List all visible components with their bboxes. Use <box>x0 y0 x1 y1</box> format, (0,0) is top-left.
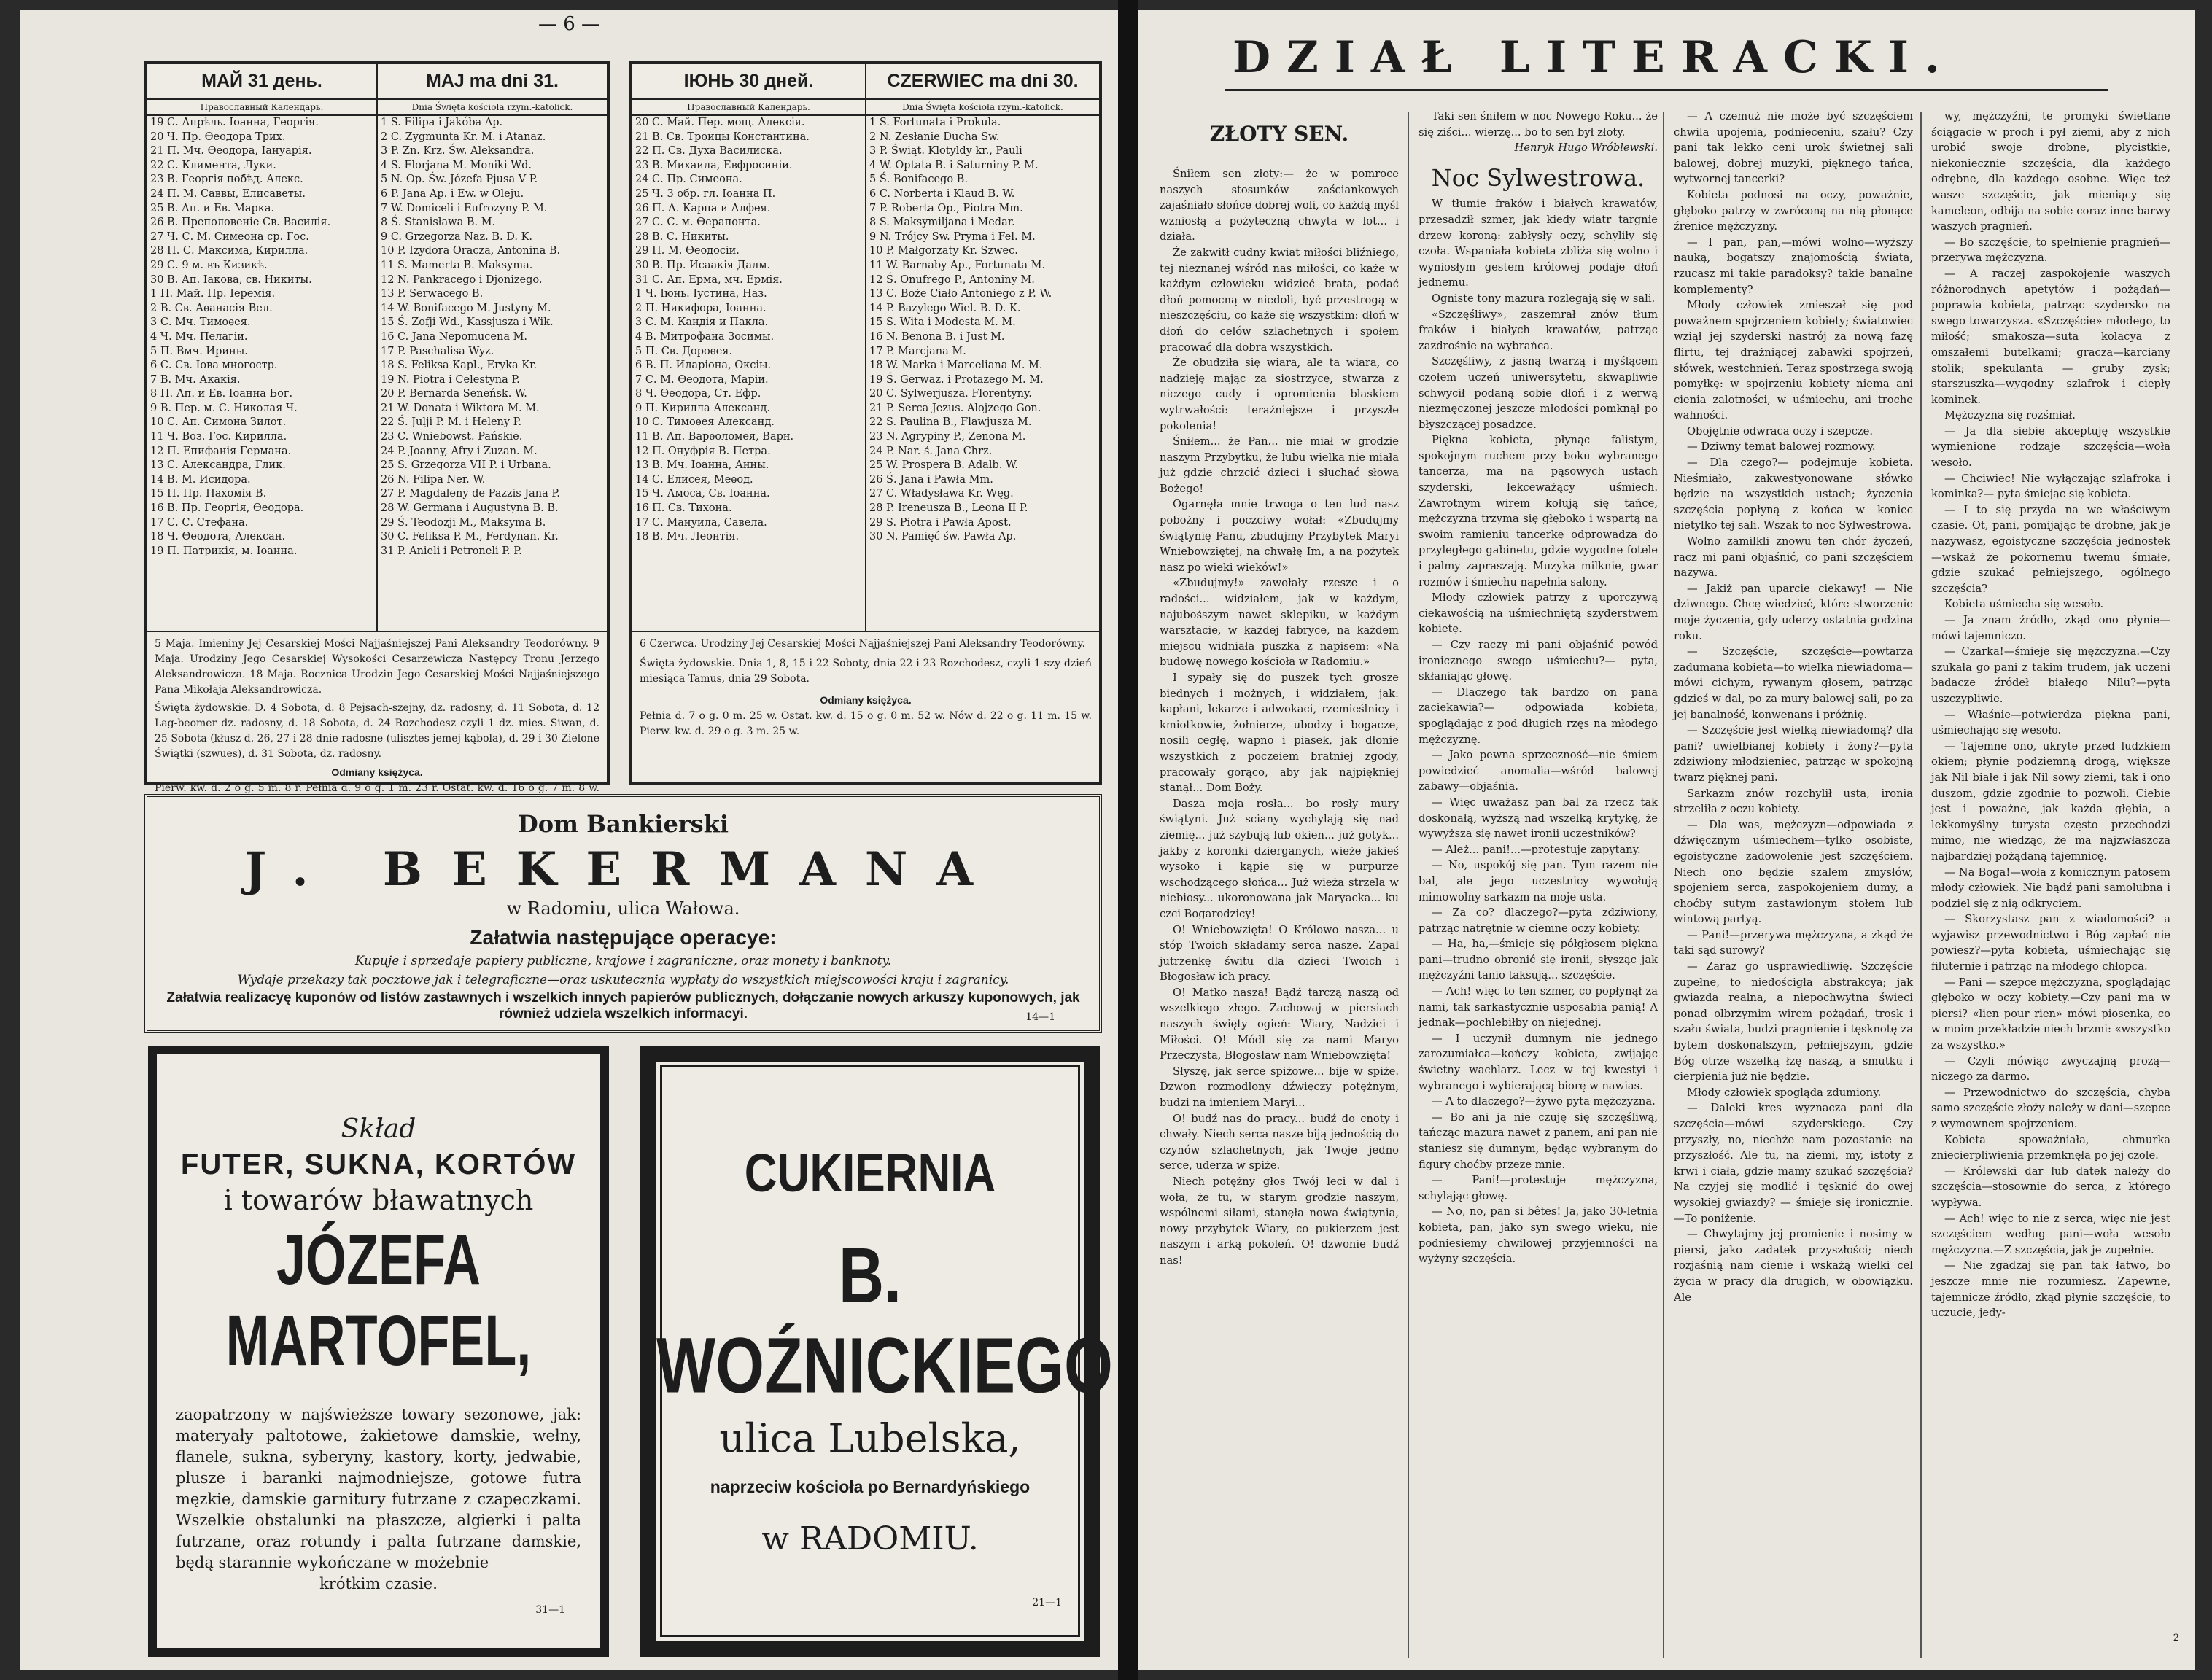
calendar-head-pl: MAJ ma dni 31. <box>426 71 559 91</box>
bank-op-3: Załatwia realizacyę kuponów od listów zastawnych i wszelkich innych papierów publicznych, dołączanie nowych arkuszy kuponowych, jak również udziela wszelkich informacyi. <box>166 990 1080 1022</box>
paragraph: «Zbudujmy!» zawołały rzesze i o radości... widziałem, jak w każdym, najubośszym nawet sklepiku, w każdym warsztacie, w każdej fabryce, na każdem miejscu widniała puszka z napisem: «Na budowę nowego kościoła w Radomiu.» <box>1160 577 1399 669</box>
story-text <box>1931 109 2170 1321</box>
paragraph: Śniłem... że Pan... nie miał w grodzie naszym Przybytku, że lubu wielka nie miała już gdzie chrzcić dzieci i słuchać słowa Bożego! <box>1160 435 1399 495</box>
paragraph: — No, no, pan si bêtes! Ja, jako 30-letnia kobieta, pan, jako syn swego wieku, nie podniesiemy chwilowej przyjemności na wyżyny szczęścia. <box>1419 1205 1658 1266</box>
paragraph: — Ależ... pani!...—protestuje zapytany. <box>1432 843 1641 856</box>
calendar-row: 29 П. М. Ѳеодосіи. <box>635 245 740 257</box>
paragraph: — Więc uważasz pan bal za rzecz tak doskonałą, wyższą nad wszelką krytykę, że wywyższa się nawet ironii uczestników? <box>1419 796 1658 841</box>
calendar-sub-pl: Dnia Święta kościoła rzym.-katolick. <box>411 102 573 112</box>
calendar-row: 11 В. Ап. Варѳоломея, Варн. <box>635 431 794 443</box>
calendar-holidays: Święta żydowskie. D. 4 Sobota, d. 8 Pejsach-szejny, dz. radosny, d. 11 Sobota, d. 12 Lag-beomer dz. radosny, d. 18 Sobota, d. 24 Rozchodesz czyli 1 dz. mies. Siwan, d. 25 Sobota (kłusz d. 26, 27 i 28 dnie radosne (ulisztes jemej kąbola), d. 29 i 30 Zielone Świątki (szwues), d. 31 Sobota, dz. radosny. <box>155 702 599 760</box>
calendar-sub-ru: Православный Календарь. <box>632 100 866 114</box>
bank-advertisement <box>144 794 1102 1033</box>
calendar-sub-pl: Dnia Święta kościoła rzym.-katolick. <box>902 102 1063 112</box>
calendar-row: 29 S. Piotra i Pawła Apost. <box>869 516 1012 529</box>
paragraph: — Czy raczy mi pani objaśnić powód ironicznego swego uśmiechu?— pyta, skłaniając głowę. <box>1419 639 1658 683</box>
calendar-row: 8 S. Maksymiljana i Medar. <box>869 217 1015 229</box>
fur-shop-advertisement <box>148 1046 609 1657</box>
ad-code: 14—1 <box>1025 1011 1055 1023</box>
moon-phases: Pierw. kw. d. 2 o g. 5 m. 8 r. Pełnia d. 9 o g. 1 m. 23 r. Ostat. kw. d. 16 o g. 7 m. 8 w. <box>155 782 599 794</box>
paragraph: — Nie zgadzaj się pan tak łatwo, bo jeszcze mnie nie rozumiesz. Zapewne, tajemnicze źródło, zkąd płynie szczęście, to uczucie, jedy- <box>1931 1259 2170 1320</box>
paragraph: Młody człowiek spogląda zdumiony. <box>1687 1086 1882 1099</box>
calendar-row: 25 S. Grzegorza VII P. i Urbana. <box>381 459 551 472</box>
cuk-owner-name: B. WOŹNICKIEGO <box>656 1232 1113 1410</box>
paragraph: Słyszę, jak serce spiżowe... bije w spiże. Dzwon rozmodlony dźwięczy potężnym, budzi na imieniem Maryi... <box>1160 1065 1399 1110</box>
calendar-row: 9 В. Пер. м. С. Николая Ч. <box>150 402 298 414</box>
paragraph: — I uczynił dumnym nie jednego zarozumiałca—kończy kobieta, zwijając świetny wachlarz. Lecz w tej kwestyi i wybranego i wybierającą biorę w nawias. <box>1419 1032 1658 1092</box>
calendar-row: 22 S. Paulina B., Flawjusza M. <box>869 416 1032 429</box>
paragraph: — A czemuż nie może być szczęściem chwila upojenia, podnieceniu, szału? Czy pani tak lekko ceni urok świetnej sali balowej, dobrej muzyki, pięknego tańca, wytwornej tancerki? <box>1674 110 1913 186</box>
calendar-row: 22 Ś. Julji P. M. i Heleny P. <box>381 416 522 429</box>
paragraph: Kobieta spoważniała, chmurka zniecierpliwienia przemknęła po jej czole. <box>1931 1133 2170 1162</box>
calendar-row: 18 S. Feliksa Kapl., Eryka Kr. <box>381 359 538 372</box>
paragraph: — I to się przyda na we właściwym czasie. Ot, pani, pomijając te drobne, jak je nazywasz, egoistyczne szczęścia jednostek—wskaż że pokornemu twemu śmiałe, gdzie szukać pełniejszego, ogólnego szczęścia? <box>1931 503 2170 595</box>
paragraph: — Jakiż pan uparcie ciekawy! — Nie dziwnego. Chcę wiedzieć, które stworzenie moje życzenia, gdy uderzy ostatnia godzina roku. <box>1674 582 1913 642</box>
paragraph: — Ha, ha,—śmieje się półgłosem piękna pani—trudno obronić się ironii, słysząc jak mężczyźni tanio taksują... szczęście. <box>1419 938 1658 982</box>
calendar-row: 1 S. Filipa i Jakóba Ap. <box>381 117 503 128</box>
calendar-june <box>629 61 1102 785</box>
calendar-row: 26 N. Filipa Ner. W. <box>381 473 486 486</box>
calendar-row: 8 Ś. Stanisława B. M. <box>381 217 496 229</box>
paragraph: — Chciwiec! Nie wyłączając szlafroka i kominka?— pyta śmiejąc się kobieta. <box>1931 472 2170 501</box>
page-gutter <box>1118 0 1138 1680</box>
bank-title: Dom Bankierski <box>517 810 729 838</box>
calendar-row: 13 В. Мч. Іоанна, Анны. <box>635 459 769 472</box>
calendar-row: 14 W. Bonifacego M. Justyny M. <box>381 302 551 314</box>
calendar-row: 4 W. Optata B. i Saturniny P. M. <box>869 159 1039 171</box>
fur-line-2: FUTER, SUKNA, KORTÓW <box>180 1148 577 1181</box>
calendar-row: 23 В. Георгія побѣд. Алекс. <box>150 174 303 186</box>
calendar-row: 24 П. М. Саввы, Елисаветы. <box>150 187 306 200</box>
paragraph: O! budź nas do pracy... budź do cnoty i chwały. Niech serca nasze biją jednością do czynów szlachetnych, jak Twoje jedno serce, uderza w spiże. <box>1160 1112 1399 1172</box>
calendar-note: 6 Czerwca. Urodziny Jej Cesarskiej Mości Najjaśniejszej Pani Aleksandry Teodorówny. <box>640 638 1085 650</box>
calendar-row: 5 П. Св. Дороѳея. <box>635 345 733 357</box>
paragraph: — No, uspokój się pan. Tym razem nie bal, ale jego uczestnicy wywołują mimowolny sarkazm na moje usta. <box>1419 859 1658 903</box>
calendar-row: 21 P. Serca Jezus. Alojzego Gon. <box>869 402 1041 414</box>
calendar-row: 10 P. Małgorzaty Kr. Szwec. <box>869 245 1018 257</box>
calendar-row: 19 N. Piotra i Celestyna P. <box>381 373 520 386</box>
calendar-row: 28 W. Germana i Augustyna B. B. <box>381 502 559 515</box>
calendar-row: 3 С. М. Кандія и Пакла. <box>635 316 769 329</box>
paragraph: — Dlaczego tak bardzo on pana zaciekawia?— odpowiada kobieta, spoglądając z pod długich rzęs na młodego mężczyznę. <box>1419 685 1658 746</box>
column-divider <box>1408 112 1409 1658</box>
calendar-row: 6 P. Jana Ap. i Ew. w Oleju. <box>381 187 524 200</box>
calendar-row: 13 С. Александра, Глик. <box>150 459 286 472</box>
calendar-row: 30 C. Feliksa P. M., Ferdynan. Kr. <box>381 531 559 543</box>
calendar-row: 21 W. Donata i Wiktora M. M. <box>381 402 540 414</box>
calendar-head-ru: ІЮНЬ 30 дней. <box>632 64 866 98</box>
calendar-row: 2 П. Никифора, Іоанна. <box>635 302 767 314</box>
paragraph: — Dla was, mężczyzn—odpowiada z dźwięcznym uśmiechem—tylko osobiste, egoistyczne zadowolenie jest szczęściem. Niech ono będzie szalem zmysłów, spojeniem serca, zaspokojeniem dumy, a choćby sutym zastawionym stołem lub wintową partyą. <box>1674 818 1913 926</box>
calendar-row: 24 P. Joanny, Afry i Zuzan. M. <box>381 445 538 457</box>
calendar-row: 31 С. Ап. Ерма, мч. Ермія. <box>635 273 783 286</box>
paragraph: Młody człowiek patrzy z uporczywą ciekawością na uśmiechniętą szyderstwem kobietę. <box>1419 591 1658 636</box>
paragraph: — Ach! więc to nie z serca, więc nie jest szczęściem według pani—woła wesoło mężczyzna.—Z szczęścia, jak je zupełnie. <box>1931 1212 2170 1256</box>
paragraph: — Chwytajmy jej promienie i nosimy w piersi, jako zadatek przyszłości; niech rozjaśnią nam cienie i wskażą wielki cel życia w pracy dla drugich, w obowiązku. Ale <box>1674 1228 1913 1304</box>
calendar-row: 5 Ś. Bonifacego B. <box>869 174 968 186</box>
paragraph: — A to dlaczego?—żywo pyta mężczyzna. <box>1432 1095 1656 1108</box>
calendar-row: 22 С. Климента, Луки. <box>150 159 276 171</box>
calendar-row: 24 С. Пр. Симеона. <box>635 174 742 186</box>
paragraph: — Daleki kres wyznacza pani dla szczęścia—mówi szyderskiego. Czy przyszły, no, niechże nam pozostanie na przyszłość. Ale tu, na ziemi, my, istoty z krwi i ciała, gdzie mamy szukać szczęścia? Na czyjej się modlić i tęsknić do owej wysokiej gwiazdy? — śmieje się ironicznie.—To poniżenie. <box>1674 1102 1913 1225</box>
left-page <box>20 10 1118 1670</box>
paragraph: — Za co? dlaczego?—pyta zdziwiony, patrząc natrętnie w ciemne oczy kobiety. <box>1419 906 1658 935</box>
fur-line-3: i towarów bławatnych <box>223 1184 534 1216</box>
calendar-row: 2 В. Св. Аѳанасія Вел. <box>150 302 273 314</box>
ad-code: 21—1 <box>1032 1597 1062 1609</box>
paragraph: Piękna kobieta, płynąc falistym, spokojnym ruchem przy boku wybranego tancerza, ma na pąsowych ustach szyderski, lekceważący uśmiech. Zawrotnym wirem kołują się tańce, mężczyzna trzyma się głęboko i wspartą na swoim ramieniu tancerkę odprowadza do przyległego gabinetu, gdzie wygodne fotele i palmy zapraszają. Muzyka milknie, gwar rozmów i śmiechu napełnia salony. <box>1419 434 1658 588</box>
calendar-row: 21 В. Св. Троицы Константина. <box>635 131 810 143</box>
paragraph: Szczęśliwy, z jasną twarzą i myślącem czołem uczeń uniwersytetu, skwapliwie schwycił podaną sobie dłoń i z werwą niezmęczonej jeszcze młodości pomknął po błyszczącej posadzce. <box>1419 355 1658 431</box>
paragraph: — Tajemne ono, ukryte przed ludzkiem okiem; płynie podziemną drogą, większe jak Nil białe i jak Nil sowy ziemi, tak i ono duszom, gdzie zgodnie to pozwoli. Ciebie jest i poważne, jak każda głębia, a lekkomyślny turysta często przechodzi mimo, nie wiedząc, że ma najzwłaszcza najbardziej pożądaną tajemnicę. <box>1931 739 2170 863</box>
poem-end: Taki sen śniłem w noc Nowego Roku... że się ziści... wierzę... bo to sen był złoty. <box>1419 110 1658 139</box>
page-number: — 6 — <box>538 13 601 35</box>
calendar-row: 17 С. С. Стефана. <box>150 516 249 529</box>
calendar-row: 14 P. Bazylego Wiel. B. D. K. <box>869 302 1021 314</box>
moon-label: Odmiany księżyca. <box>331 766 423 778</box>
calendar-row: 9 C. Grzegorza Naz. B. D. K. <box>381 230 533 243</box>
calendar-row: 27 P. Magdaleny de Pazzis Jana P. <box>381 488 560 500</box>
calendar-row: 6 С. Св. Іова многостр. <box>150 359 278 372</box>
paragraph: I sypały się do puszek tych grosze biednych i możnych, i widziałem, jak: kapłani, lekarze i adwokaci, rzemieślnicy i kmiotkowie, żołnierze, ubodzy i bogacze, nosili cegłę, wapno i piasek, jak dłonie wszystkich z poczeiem bratniej zgody, pracowały gorąco, aby jak najpiękniej stanął... Dom Boży. <box>1160 672 1399 795</box>
calendar-row: 19 Ś. Gerwaz. i Protazego M. M. <box>869 373 1044 386</box>
poem-title: ZŁOTY SEN. <box>1209 122 1349 146</box>
calendar-row: 16 П. Св. Тихона. <box>635 502 732 515</box>
paragraph: — Dziwny temat balowej rozmowy. <box>1687 440 1876 454</box>
bank-op-2: Wydaje przekazy tak pocztowe jak i telegraficzne—oraz uskutecznia wypłaty do wszystkich miejscowości kraju i zagranicy. <box>237 973 1009 987</box>
calendar-row: 12 Ś. Onufrego P., Antoniny M. <box>869 273 1035 286</box>
paragraph: W tłumie fraków i białych krawatów, przesadził szmer, jak kiedy wiatr targnie drzew koroną: zabłysły oczy, schyliły się czoła. Wspaniała kobieta zbliża się wolno i wyniosłym gestem królowej podaje dłoń jednemu. <box>1419 198 1658 289</box>
story-text <box>1419 196 1658 1267</box>
calendar-row: 18 В. Мч. Леонтія. <box>635 531 740 543</box>
calendar-row: 19 С. Апрѣль. Іоанна, Георгія. <box>150 117 319 128</box>
fur-body-end: krótkim czasie. <box>319 1575 438 1592</box>
paragraph: wy, mężczyźni, te promyki świetlane ściągacie w proch i pył ziemi, aby z nich urobić swoje drobne, plycistkie, niekoniecznie szczęścia, dla każdego odrębne, dla każdego osobne. Więc też wasze szczęście, jak mieniący się kameleon, odbija na sobie coraz inne barwy waszych pragnień. <box>1931 110 2170 233</box>
paragraph: Obojętnie odwraca oczy i szepcze. <box>1687 424 1874 438</box>
calendar-row: 17 P. Paschalisa Wyz. <box>381 345 494 357</box>
calendar-row: 25 Ч. 3 обр. гл. Іоанна П. <box>635 187 776 200</box>
paragraph: Niech potężny głos Twój leci w dal i woła, że tu, w starym grodzie naszym, wspólnemi siłami, stanęła nowa świątynia, nowy przybytek Wiary, co pukierzem jest naszym i arką pokoleń. O! dzwonie budź nas! <box>1160 1175 1399 1267</box>
paragraph: — Właśnie—potwierdza piękna pani, uśmiechając się wesoło. <box>1931 708 2170 737</box>
calendar-head-pl: CZERWIEC ma dni 30. <box>887 71 1079 91</box>
calendar-row: 16 В. Пр. Георгія, Ѳеодора. <box>150 502 304 515</box>
calendar-row: 1 S. Fortunata i Prokula. <box>869 117 1001 128</box>
section-title: DZIAŁ LITERACKI. <box>1233 32 1956 83</box>
calendar-row: 23 N. Agrypiny P., Zenona M. <box>869 431 1026 443</box>
calendar-row: 21 П. Мч. Ѳеодора, Іануарія. <box>150 145 312 158</box>
calendar-row: 10 С. Ап. Симона Зилот. <box>150 416 287 429</box>
calendar-row: 9 N. Trójcy Sw. Pryma i Fel. M. <box>869 230 1036 243</box>
paragraph: — Pani — szepce mężczyzna, spoglądając głęboko w oczy kobiety.—Czy pani ma w piersi? «lien pour rien» mówi piosenka, co w moim przekładzie niech brzmi: «wszystko za wszystko.» <box>1931 976 2170 1052</box>
calendar-row: 11 W. Barnaby Ap., Fortunata M. <box>869 259 1046 271</box>
calendar-row: 2 N. Zesłanie Ducha Sw. <box>869 131 1000 143</box>
paragraph: Sarkazm znów rozchylił usta, ironia strzeliła z oczu kobiety. <box>1674 787 1913 816</box>
poem-signature: Henryk Hugo Wróblewski. <box>1514 141 1658 155</box>
calendar-row: 11 Ч. Воз. Гос. Кирилла. <box>150 431 287 443</box>
calendar-row: 8 Ч. Ѳеодора, Ст. Ефр. <box>635 388 761 400</box>
calendar-head-ru: МАЙ 31 день. <box>147 64 378 98</box>
calendar-row: 15 Ч. Амоса, Св. Іоанна. <box>635 488 770 500</box>
calendar-ru-column <box>147 116 378 631</box>
calendar-row: 19 П. Патрикія, м. Іоанна. <box>150 545 298 557</box>
calendar-row: 14 В. М. Исидора. <box>150 473 251 486</box>
calendar-row: 27 С. С. м. Ѳерапонта. <box>635 217 761 229</box>
calendar-row: 20 Ч. Пр. Ѳеодора Трих. <box>150 131 286 143</box>
calendar-row: 24 P. Nar. ś. Jana Chrz. <box>869 445 993 457</box>
calendar-row: 20 С. Май. Пер. мощ. Алексія. <box>635 117 805 128</box>
story-title: Noc Sylwestrowa. <box>1431 163 1645 192</box>
bank-name: J. BEKERMANA <box>244 842 1002 897</box>
calendar-row: 15 Ś. Zofji Wd., Kassjusza i Wik. <box>381 316 554 329</box>
paragraph: O! Wniebowzięta! O Królowo nasza... u stóp Twoich składamy serca nasze. Zapal jutrzenkę świtu dla dzieci Twoich i Błogosław ich pracy. <box>1160 923 1399 984</box>
confectionery-advertisement <box>640 1046 1113 1657</box>
paragraph: — Bo szczęście, to spełnienie pragnień—przerywa mężczyzna. <box>1931 236 2170 265</box>
paragraph: — Pani!—protestuje mężczyzna, schylając głowę. <box>1419 1174 1658 1202</box>
calendar-row: 3 P. Zn. Krz. Św. Aleksandra. <box>381 145 535 158</box>
paragraph: — Szczęście, szczęście—powtarza zadumana kobieta—to wielka niewiadoma—mówi cichym, rywanym głosem, patrząc gdzieś w dal, po za mury balowej sali, po za jej banalność, konwenans i próżnię. <box>1674 645 1913 721</box>
paragraph: — Jako pewna sprzeczność—nie śmiem powiedzieć anomalia—wśród balowej zabawy—objaśnia. <box>1419 749 1658 793</box>
paragraph: Że obudziła się wiara, ale ta wiara, co nadzieję mając za siostrzycę, stwarza z niczego cudy i opromienia blaskiem wytrwałości: teraźniejsze i przyszłe pokolenia! <box>1160 357 1399 432</box>
paragraph: — Ja znam źródło, zkąd ono płynie—mówi tajemniczo. <box>1931 614 2170 642</box>
calendar-row: 12 П. Онуфрія В. Петра. <box>635 445 771 457</box>
bank-address: w Radomiu, ulica Wałowa. <box>506 898 740 919</box>
paragraph: Że zakwitł cudny kwiat miłości bliźniego, tej nieznanej wśród nas miłości, co każe w każdym człowieku widzieć brata, podać dłoń pomocną w niedoli, być przestrogą w nieszczęściu, co każe się wszystkim: dłoń w dłoń do celów szlachetnych i społem pracować dla dobra wszystkich. <box>1160 246 1399 354</box>
calendar-row: 17 С. Мануила, Савела. <box>635 516 767 529</box>
calendar-sub-ru: Православный Календарь. <box>147 100 378 114</box>
paragraph: — Skorzystasz pan z wiadomości? a wyjawisz przewodnictwo i Bóg zapłać nie powiesz?—pyta kobieta, uśmiechając się filuternie i patrząc na młodego chłopca. <box>1931 913 2170 973</box>
paragraph: — Zaraz go usprawiedliwię. Szczęście zupełne, to niedościgła abstrakcya; jak gwiazda realna, a niepochwytna świeci ponad olbrzymim wirem pożądań, trosk i szału świata, budzi pragnienie i tęsknotę za bytem doskonalszym, pełniejszym, gdzie Bóg otrze wszelką łzę naszą, a smutku i cierpienia już nie będzie. <box>1674 960 1913 1084</box>
fur-owner-name: JÓZEFA MARTOFEL, <box>225 1221 532 1381</box>
moon-phases: Pełnia d. 7 o g. 0 m. 25 w. Ostat. kw. d. 15 o g. 0 m. 52 w. Nów d. 22 o g. 11 m. 15 w. Pierw. kw. d. 29 o g. 3 m. 25 w. <box>640 710 1092 737</box>
calendar-row: 3 С. Мч. Тимоѳея. <box>150 316 251 329</box>
fur-line-1: Skład <box>341 1114 416 1144</box>
calendar-row: 20 P. Bernarda Seneńsk. W. <box>381 388 527 400</box>
paragraph: «Szczęśliwy», zaszemrał znów tłum fraków i białych krawatów, patrząc zazdrośnie na wybrańca. <box>1419 308 1658 352</box>
paragraph: — Szczęście jest wielką niewiadomą? dla pani? uwielbianej kobiety i żony?—pyta zdziwiony młodzieniec, patrząc w spokojną twarz pięknej pani. <box>1674 724 1913 784</box>
paragraph: — Czarka!—śmieje się mężczyzna.—Czy szukała go pani z takim trudem, jak uczeni badacze źródeł białego Nilu?—pyta uszczypliwie. <box>1931 645 2170 705</box>
column-4 <box>1931 109 2170 1321</box>
calendar-row: 30 В. Пр. Исаакія Далм. <box>635 259 771 271</box>
ad-code: 31—1 <box>535 1604 565 1616</box>
calendar-row: 7 С. М. Ѳеодота, Маріи. <box>635 373 769 386</box>
calendar-may <box>144 61 610 794</box>
calendar-row: 7 P. Roberta Op., Piotra Mm. <box>869 202 1023 214</box>
calendar-row: 29 С. 9 м. въ Кизикѣ. <box>150 259 268 271</box>
column-divider <box>1920 112 1922 1658</box>
calendar-pl-column <box>378 116 607 631</box>
calendar-ru-column <box>632 116 866 631</box>
calendar-row: 17 P. Marcjana M. <box>869 345 966 357</box>
calendar-holidays: Święta żydowskie. Dnia 1, 8, 15 i 22 Soboty, dnia 22 i 23 Rozchodesz, czyli 1-szy dzień miesiąca Tamus, dnia 29 Sobota. <box>640 658 1092 685</box>
calendar-row: 1 П. Май. Пр. Іеремія. <box>150 288 276 300</box>
calendar-row: 29 Ś. Teodozji M., Maksyma B. <box>381 516 546 529</box>
calendar-row: 28 P. Ireneusza B., Leona II P. <box>869 502 1028 515</box>
calendar-row: 4 В. Митрофана Зосимы. <box>635 330 775 343</box>
story-text <box>1674 109 1913 1305</box>
calendar-row: 18 Ч. Ѳеодота, Алексан. <box>150 531 286 543</box>
bank-op-1: Kupuje i sprzedaje papiery publiczne, krajowe i zagraniczne, oraz monety i banknoty. <box>354 954 892 968</box>
calendar-row: 7 W. Domiceli i Eufrozyny P. M. <box>381 202 548 214</box>
right-page <box>1138 10 2195 1670</box>
paragraph: — A raczej zaspokojenie waszych różnorodnych apetytów i pożądań—poprawia kobieta, patrząc szydersko na swego towarzysza. «Szczęście» młodego, to miłość; smakosza—suta kolacya z omszałemi butelkami; gracza—karciany stolik; spekulanta — gruby zysk; starszuszka—wygodny szlafrok i ciepły kominek. <box>1931 267 2170 406</box>
calendar-row: 13 C. Boże Ciało Antoniego z P. W. <box>869 288 1052 300</box>
column-divider <box>1663 112 1664 1658</box>
calendar-row: 11 S. Mamerta B. Maksyma. <box>381 259 533 271</box>
column-1 <box>1160 109 1399 1269</box>
cuk-city: w RADOMIU. <box>761 1520 979 1558</box>
calendar-row: 12 N. Pankracego i Djonizego. <box>381 273 543 286</box>
paragraph: — Bo ani ja nie czuję się szczęśliwą, tańcząc mazura nawet z panem, ani pan nie staniesz się dumnym, będąc wybranym do figury choćby przeze mnie. <box>1419 1111 1658 1171</box>
calendar-row: 30 В. Ап. Іакова, св. Никиты. <box>150 273 312 286</box>
paragraph: — I pan, pan,—mówi wolno—wyższy nauką, bogatszy znajomością świata, rzucasz mi takie paradoksy? takie banalne komplementy? <box>1674 236 1913 296</box>
calendar-row: 5 N. Op. Św. Józefa Pjusa V P. <box>381 174 538 186</box>
calendar-row: 28 П. С. Максима, Кирилла. <box>150 245 308 257</box>
paragraph: — Przewodnictwo do szczęścia, chyba samo szczęście złoży należy w dani—szepce z wymownem spojrzeniem. <box>1931 1086 2170 1130</box>
paragraph: — Ach! więc to ten szmer, co popłynął za nami, tak sarkastycznie usposabia panią! A jednak—pochlebiłby on niejednej. <box>1419 985 1658 1030</box>
calendar-row: 31 P. Anieli i Petroneli P. P. <box>381 545 522 557</box>
calendar-row: 18 W. Marka i Marceliana M. M. <box>869 359 1043 372</box>
calendar-row: 25 В. Ап. и Ев. Марка. <box>150 202 275 214</box>
poem-text <box>1160 166 1399 1269</box>
calendar-row: 25 W. Prospera B. Adalb. W. <box>869 459 1018 472</box>
calendar-row: 27 Ч. С. М. Симеона ср. Гос. <box>150 230 309 243</box>
paragraph: — Dla czego?— podejmuje kobieta. Nieśmiało, zakwestyonowane słówko będzie na wszystkich ustach; życzenia szczęścia popłyną z końca w koniec nietylko tej sali. Wszak to noc Sylwestrowa. <box>1674 456 1913 532</box>
cuk-opposite: naprzeciw kościoła po Bernardyńskiego <box>710 1477 1031 1496</box>
bank-ops-heading: Załatwia następujące operacye: <box>470 926 777 949</box>
calendar-row: 4 S. Florjana M. Moniki Wd. <box>381 159 532 171</box>
calendar-row: 8 П. Ап. и Ев. Іоанна Бог. <box>150 388 293 400</box>
calendar-row: 16 C. Jana Nepomucena M. <box>381 330 528 343</box>
calendar-row: 23 C. Wniebowst. Pańskie. <box>381 431 523 443</box>
paragraph: Mężczyzna się rozśmiał. <box>1944 409 2076 422</box>
calendar-row: 12 П. Епифанія Германа. <box>150 445 292 457</box>
title-rule <box>1225 89 2108 91</box>
paragraph: — Królewski dar lub datek należy do szczęścia—stosownie do serca, z którego wypływa. <box>1931 1164 2170 1209</box>
calendar-row: 9 П. Кирилла Александ. <box>635 402 771 414</box>
paragraph: Kobieta uśmiecha się wesoło. <box>1944 598 2104 611</box>
fur-body: zaopatrzony w najświeższe towary sezonowe, jak: materyały paltotowe, żakietowe damskie, wełny, flanele, sukna, syberyny, kastory, korty, jedwabie, plusze i baranki najmodniejsze, gotowe futra męzkie, damskie garnitury futrzane z czapeczkami. Wszelkie obstalunki na płaszcze, algierki i palta futrzane, oraz rotundy i palta futrzane damskie, będą starannie wykończane w możebnie <box>176 1406 581 1571</box>
moon-label: Odmiany księżyca. <box>820 694 912 706</box>
calendar-row: 30 N. Pamięć św. Pawła Ap. <box>869 531 1017 543</box>
paragraph: Dasza moja rosła... bo rosły mury świątyni. Już sciany wychylają się nad ziemię... już szybują lub okien... już gotyk... jakby z koronki dzierganych, wieże jakieś wysoko i kąpie się w purpurze wschodzącego słońca... Już wieża strzela w niebiosy... ukoronowana jak Maryacka... ku czci Bogarodzicy! <box>1160 797 1399 920</box>
calendar-row: 27 C. Władysława Kr. Węg. <box>869 488 1014 500</box>
calendar-row: 26 Ś. Jana i Pawła Mm. <box>869 473 993 486</box>
calendar-row: 10 P. Izydora Oracza, Antonina B. <box>381 245 561 257</box>
calendar-row: 2 C. Zygmunta Kr. M. i Atanaz. <box>381 131 546 143</box>
calendar-row: 16 N. Benona B. i Just M. <box>869 330 1005 343</box>
paragraph: Wolno zamilkli znowu ten chór życzeń, racz mi pani objaśnić, co pani szczęściem nazywa. <box>1674 535 1913 580</box>
paragraph: — Na Boga!—woła z komicznym patosem młody człowiek. Nie bądź pani samolubna i podziel się z nią odkryciem. <box>1931 866 2170 910</box>
calendar-row: 7 В. Мч. Акакія. <box>150 373 241 386</box>
paragraph: Młody człowiek zmieszał się pod poważnem spojrzeniem kobiety; światowiec wziął jej szyderski nastrój za nową fazę flirtu, tej drażniącej zabawki spojrzeń, słówek, westchnień. Teraz spostrzega swoją pomyłkę: w spojrzeniu kobiety niema ani cienia zalotności, w uśmiechu, ani troche wahności. <box>1674 299 1913 422</box>
paragraph: Ogniste tony mazura rozlegają się w sali. <box>1432 292 1656 305</box>
calendar-row: 26 П. А. Карпа и Алфея. <box>635 202 771 214</box>
calendar-row: 4 Ч. Мч. Пелагіи. <box>150 330 248 343</box>
paragraph: Śniłem sen złoty:— że w pomroce naszych stosunków zaściankowych zajaśniało słońce dobrej woli, co każdą myśl wzniosłą a pożyteczną chwyta w lot... i działa. <box>1160 168 1399 244</box>
calendar-row: 5 П. Вмч. Ирины. <box>150 345 248 357</box>
cuk-street: ulica Lubelska, <box>719 1415 1021 1461</box>
calendar-row: 6 В. П. Иларіона, Оксіы. <box>635 359 772 372</box>
column-3 <box>1674 109 1913 1305</box>
calendar-row: 15 S. Wita i Modesta M. M. <box>869 316 1016 329</box>
calendar-row: 3 P. Świąt. Klotyldy kr., Pauli <box>869 145 1022 158</box>
calendar-row: 23 В. Михаила, Евфросиніи. <box>635 159 793 171</box>
paragraph: — Czyli mówiąc zwyczajną prozą—niczego za darmo. <box>1931 1054 2170 1084</box>
calendar-row: 22 П. Св. Духа Василиска. <box>635 145 783 158</box>
column-2 <box>1419 109 1658 1267</box>
paragraph: Ogarnęła mnie trwoga o ten lud nasz pobożny i poczciwy wołał: «Zbudujmy świątynię Panu, zbudujmy Przybytek Maryi Wniebowziętej, na chwałę Im, a na pożytek nasz po wieki wieków!» <box>1160 498 1399 574</box>
calendar-row: 26 В. Преполовеніе Св. Василія. <box>150 217 331 229</box>
paragraph: O! Matko nasza! Bądź tarczą naszą od wszelkiego złego. Zachowaj w piersiach naszych święty ogień: Wiary, Nadziei i Miłości. O! Módl się za nami Maryo Przeczysta, Błogosław nam Wniebowzięta! <box>1160 986 1399 1062</box>
calendar-row: 6 C. Norberta i Klaud B. W. <box>869 187 1015 200</box>
calendar-note: 5 Maja. Imieniny Jej Cesarskiej Mości Najjaśniejszej Pani Aleksandry Teodorówny. 9 Maja. Urodziny Jego Cesarskiej Wysokości Cesarzewicza Następcy Tronu Jerzego Aleksandrowicza. 18 Maja. Rocznica Urodzin Jego Cesarskiej Mości Najjaśniejszego Pana Mikołaja Aleksandrowicza. <box>155 638 599 696</box>
calendar-row: 10 С. Тимоѳея Александ. <box>635 416 775 429</box>
calendar-row: 28 В. С. Никиты. <box>635 230 729 243</box>
calendar-row: 20 C. Sylwerjusza. Florentyny. <box>869 388 1032 400</box>
calendar-row: 14 С. Елисея, Меѳод. <box>635 473 753 486</box>
calendar-row: 13 P. Serwacego B. <box>381 288 484 300</box>
calendar-row: 1 Ч. Іюнь. Іустина, Наз. <box>635 288 767 300</box>
calendar-pl-column <box>866 116 1099 631</box>
calendar-row: 15 П. Пр. Пахомія В. <box>150 488 267 500</box>
paragraph: — Ja dla siebie akceptuję wszystkie wymienione rodzaje szczęścia—woła wesoło. <box>1931 424 2170 470</box>
paragraph: Kobieta podnosi na oczy, poważnie, głęboko patrzy w zwróconą na nią płonące źrenice mężczyzny. <box>1674 188 1913 233</box>
paragraph: — Pani!—przerywa mężczyzna, a zkąd że taki sąd surowy? <box>1674 928 1913 957</box>
cuk-line-1: CUKIERNIA <box>744 1143 996 1204</box>
footer-code: 2 <box>2173 1633 2179 1644</box>
